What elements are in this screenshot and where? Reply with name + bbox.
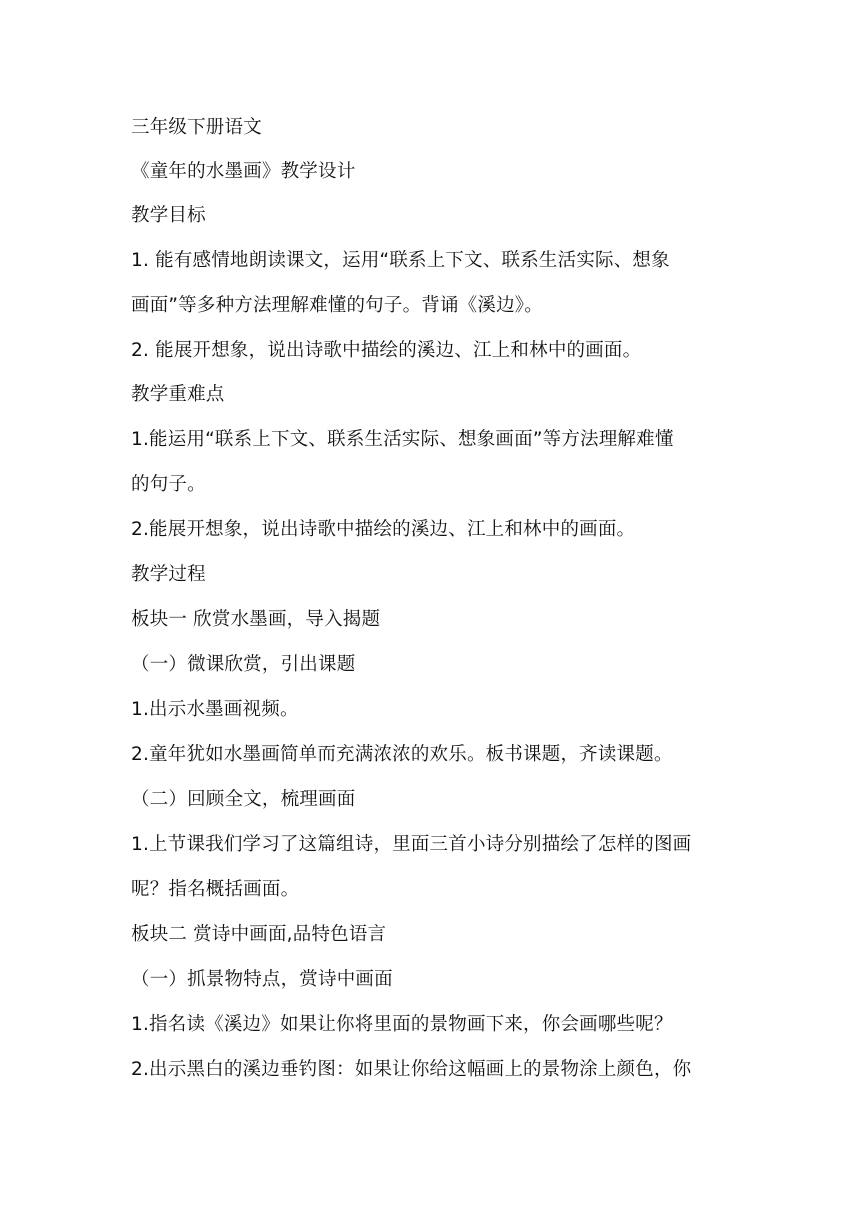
key-point-2: 2.能展开想象，说出诗歌中描绘的溪边、江上和林中的画面。 (131, 519, 636, 540)
section-1-title: 板块一 欣赏水墨画，导入揭题 (131, 609, 381, 630)
section-1-part-1: （一）微课欣赏，引出课题 (131, 654, 356, 675)
key-point-1-line-1: 1.能运用“联系上下文、联系生活实际、想象画面”等方法理解难懂 (131, 429, 674, 450)
heading-key-points: 教学重难点 (131, 384, 225, 405)
doc-grade-subject: 三年级下册语文 (131, 117, 262, 138)
section-1-item-1: 1.出示水墨画视频。 (131, 699, 299, 720)
section-1-part-2-item-1-line-2: 呢？指名概括画面。 (131, 879, 300, 900)
goal-1-line-2: 画面”等多种方法理解难懂的句子。背诵《溪边》。 (131, 295, 543, 316)
doc-title: 《童年的水墨画》教学设计 (131, 161, 356, 182)
section-2-part-1: （一）抓景物特点，赏诗中画面 (131, 969, 393, 990)
section-1-part-2-item-1-line-1: 1.上节课我们学习了这篇组诗，里面三首小诗分别描绘了怎样的图画 (131, 834, 692, 855)
section-2-title: 板块二 赏诗中画面,品特色语言 (131, 924, 387, 945)
goal-2: 2. 能展开想象，说出诗歌中描绘的溪边、江上和林中的画面。 (131, 340, 642, 361)
key-point-1-line-2: 的句子。 (131, 474, 206, 495)
section-1-item-2: 2.童年犹如水墨画简单而充满浓浓的欢乐。板书课题，齐读课题。 (131, 744, 673, 765)
section-1-part-2: （二）回顾全文，梳理画面 (131, 789, 356, 810)
heading-teaching-goals: 教学目标 (131, 205, 206, 226)
goal-1-line-1: 1. 能有感情地朗读课文，运用“联系上下文、联系生活实际、想象 (131, 250, 670, 271)
section-2-item-1: 1.指名读《溪边》如果让你将里面的景物画下来，你会画哪些呢？ (131, 1014, 673, 1035)
heading-teaching-process: 教学过程 (131, 564, 206, 585)
section-2-item-2: 2.出示黑白的溪边垂钓图：如果让你给这幅画上的景物涂上颜色，你 (131, 1059, 692, 1080)
